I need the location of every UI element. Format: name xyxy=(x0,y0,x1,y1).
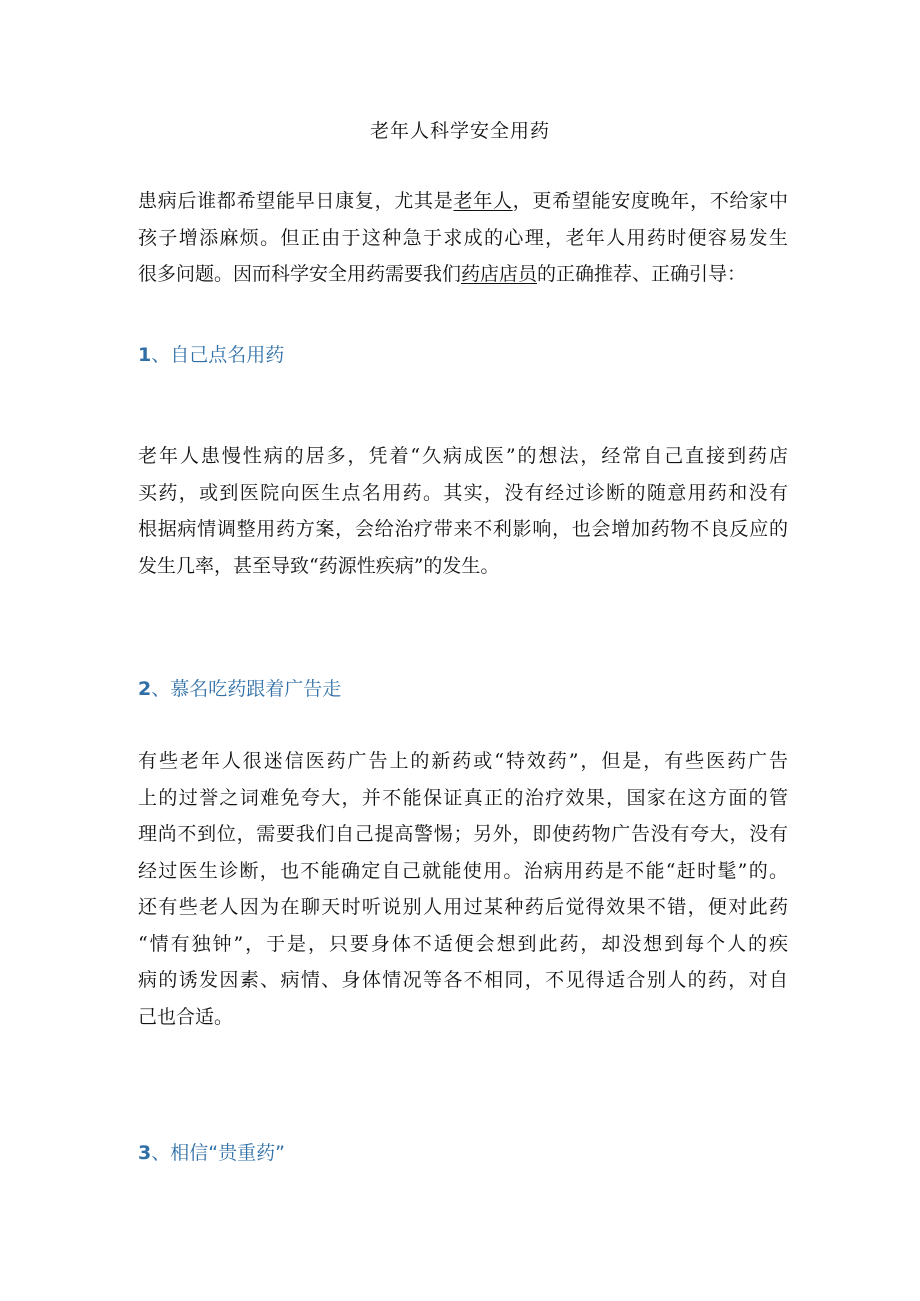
section-heading-2: 2、慕名吃药跟着广告走 xyxy=(138,678,342,700)
section-1-line: 老年人患慢性病的居多，凭着“久病成医”的想法，经常自己直接到药店 xyxy=(138,445,788,467)
section-1-line: 买药，或到医院向医生点名用药。其实，没有经过诊断的随意用药和没有 xyxy=(138,481,788,504)
section-heading-3: 3、相信“贵重药” xyxy=(138,1142,285,1164)
intro-paragraph xyxy=(138,183,788,293)
section-2-paragraph xyxy=(138,743,788,1035)
section-1-line: 根据病情调整用药方案，会给治疗带来不利影响，也会增加药物不良反应的 xyxy=(138,518,788,540)
section-2-line: “情有独钟”，于是，只要身体不适便会想到此药，却没想到每个人的疾 xyxy=(138,932,788,955)
intro-line-2: 孩子增添麻烦。但正由于这种急于求成的心理，老年人用药时便容易发生 xyxy=(138,226,788,249)
section-2-line: 有些老年人很迷信医药广告上的新药或“特效药”，但是，有些医药广告 xyxy=(138,750,788,772)
intro-line-3: 很多问题。因而科学安全用药需要我们药店店员的正确推荐、正确引导： xyxy=(138,263,747,285)
intro-line-1: 患病后谁都希望能早日康复，尤其是老年人，更希望能安度晚年，不给家中 xyxy=(138,190,788,212)
section-1-paragraph xyxy=(138,438,788,584)
section-2-line: 己也合适。 xyxy=(138,1005,234,1028)
section-2-line: 经过医生诊断，也不能确定自己就能使用。治病用药是不能“赶时髦”的。 xyxy=(138,859,788,882)
section-2-line: 病的诱发因素、病情、身体情况等各不相同，不见得适合别人的药，对自 xyxy=(138,969,788,991)
section-heading-1: 1、自己点名用药 xyxy=(138,344,285,366)
section-2-line: 还有些老人因为在聊天时听说别人用过某种药后觉得效果不错，便对此药 xyxy=(138,896,788,918)
elderly-link[interactable]: 老年人 xyxy=(453,190,513,212)
section-2-line: 上的过誉之词难免夸大，并不能保证真正的治疗效果，国家在这方面的管 xyxy=(138,786,788,809)
section-2-line: 理尚不到位，需要我们自己提高警惕；另外，即使药物广告没有夸大，没有 xyxy=(138,823,788,845)
document-title: 老年人科学安全用药 xyxy=(369,120,550,142)
pharmacy-clerk-link[interactable]: 药店店员 xyxy=(461,263,538,285)
section-1-line: 发生几率，甚至导致“药源性疾病”的发生。 xyxy=(138,554,500,577)
